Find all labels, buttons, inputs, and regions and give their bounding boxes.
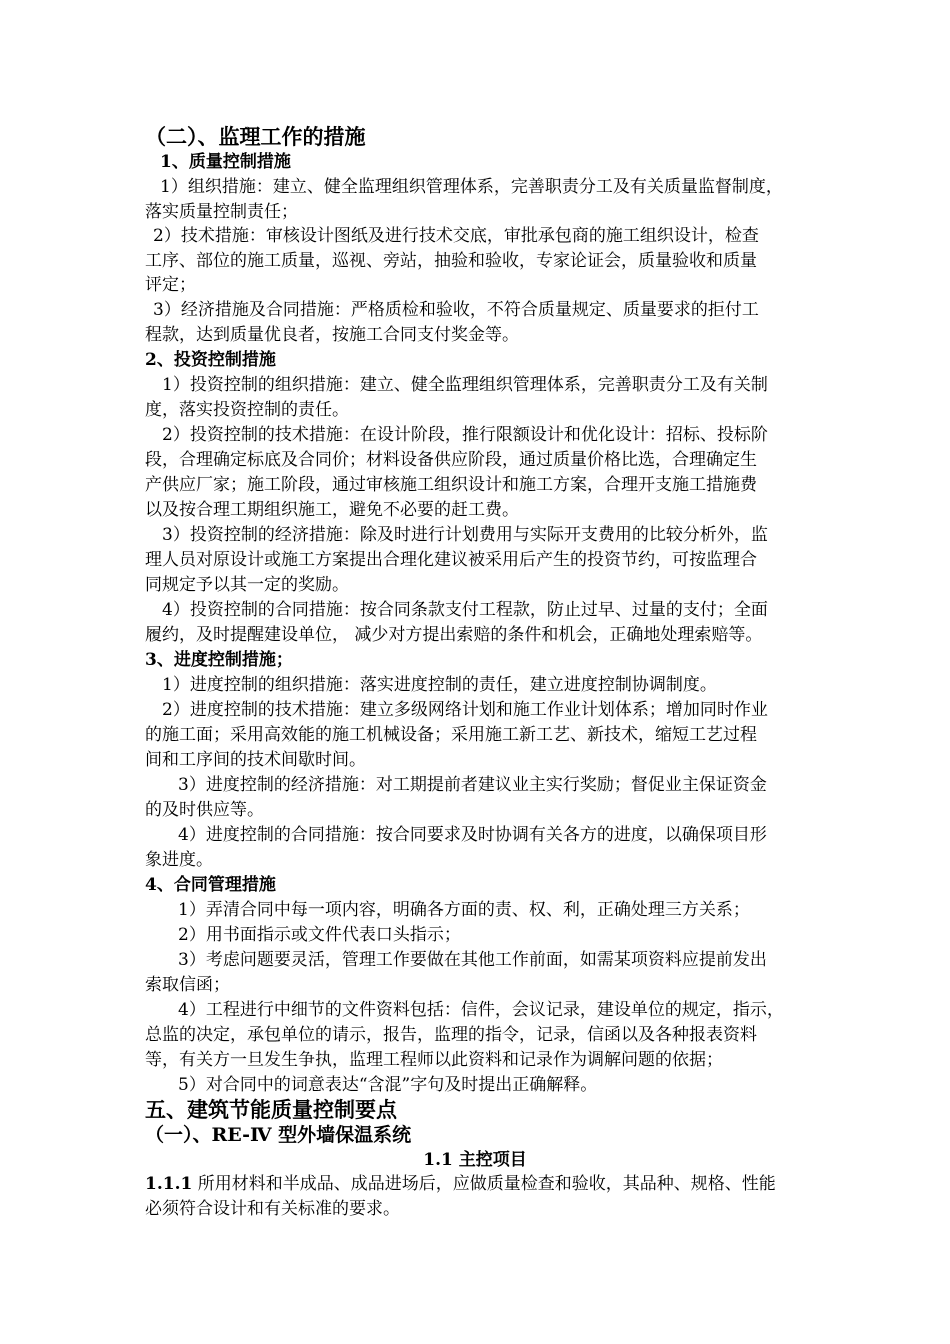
schedule-control-heading: 3、进度控制措施； [145,650,293,670]
clause-line [145,1173,776,1195]
paragraph-line: 3）考虑问题要灵活，管理工作要做在其他工作前面，如需某项资料应提前发出 [178,950,767,970]
paragraph-line: 度，落实投资控制的责任。 [145,400,349,420]
paragraph-line: 程款，达到质量优良者，按施工合同支付奖金等。 [145,325,519,345]
contract-management-heading: 4、合同管理措施 [145,875,276,895]
paragraph-line: 总监的决定，承包单位的请示，报告，监理的指令，记录，信函以及各种报表资料 [145,1025,757,1045]
paragraph-line: 2）技术措施：审核设计图纸及进行技术交底，审批承包商的施工组织设计，检查 [153,226,759,246]
paragraph-line: 的施工面；采用高效能的施工机械设备；采用施工新工艺、新技术，缩短工艺过程 [145,725,757,745]
paragraph-line: 2）用书面指示或文件代表口头指示； [178,925,461,945]
clause-text: 所用材料和半成品、成品进场后，应做质量检查和验收，其品种、规格、性能 [192,1174,776,1194]
paragraph-line: 3）进度控制的经济措施：对工期提前者建议业主实行奖励；督促业主保证资金 [178,775,767,795]
paragraph-line: 同规定予以其一定的奖励。 [145,575,349,595]
paragraph-line: 工序、部位的施工质量，巡视、旁站，抽验和验收，专家论证会，质量验收和质量 [145,251,757,271]
investment-control-heading: 2、投资控制措施 [145,350,276,370]
insulation-system-heading: （一）、RE-Ⅳ 型外墙保温系统 [145,1124,412,1146]
paragraph-line: 产供应厂家；施工阶段，通过审核施工组织设计和施工方案，合理开支施工措施费 [145,475,757,495]
paragraph-line: 4）工程进行中细节的文件资料包括：信件，会议记录，建设单位的规定，指示， [178,1000,784,1020]
paragraph-line: 评定； [145,275,196,295]
main-control-items-heading: 1.1 主控项目 [423,1150,527,1170]
clause-number: 1.1.1 [145,1174,193,1194]
quality-control-heading: 1、质量控制措施 [160,152,291,172]
paragraph-line: 1）弄清合同中每一项内容，明确各方面的责、权、利，正确处理三方关系； [178,900,750,920]
paragraph-line: 等，有关方一旦发生争执，监理工程师以此资料和记录作为调解问题的依据； [145,1050,723,1070]
paragraph-line: 1）投资控制的组织措施：建立、健全监理组织管理体系，完善职责分工及有关制 [162,375,768,395]
paragraph-line: 以及按合理工期组织施工，避免不必要的赶工费。 [145,500,519,520]
paragraph-line: 3）经济措施及合同措施：严格质检和验收，不符合质量规定、质量要求的拒付工 [153,300,759,320]
paragraph-line: 2）进度控制的技术措施：建立多级网络计划和施工作业计划体系；增加同时作业 [162,700,768,720]
paragraph-line: 落实质量控制责任； [145,202,298,222]
section-heading-measures: （二）、监理工作的措施 [145,124,366,149]
paragraph-line: 1）进度控制的组织措施：落实进度控制的责任，建立进度控制协调制度。 [162,675,717,695]
paragraph-line: 2）投资控制的技术措施：在设计阶段，推行限额设计和优化设计：招标、投标阶 [162,425,768,445]
paragraph-line: 3）投资控制的经济措施：除及时进行计划费用与实际开支费用的比较分析外，监 [162,525,768,545]
paragraph-line: 的及时供应等。 [145,800,264,820]
paragraph-line: 5）对合同中的词意表达“含混”字句及时提出正确解释。 [178,1075,598,1095]
paragraph-line: 必须符合设计和有关标准的要求。 [145,1199,400,1219]
paragraph-line: 4）进度控制的合同措施：按合同要求及时协调有关各方的进度，以确保项目形 [178,825,767,845]
paragraph-line: 段，合理确定标底及合同价；材料设备供应阶段，通过质量价格比选，合理确定生 [145,450,757,470]
energy-saving-heading: 五、建筑节能质量控制要点 [145,1097,397,1122]
paragraph-line: 履约，及时提醒建设单位， 减少对方提出索赔的条件和机会，正确地处理索赔等。 [145,625,763,645]
paragraph-line: 索取信函； [145,975,230,995]
paragraph-line: 理人员对原设计或施工方案提出合理化建议被采用后产生的投资节约，可按监理合 [145,550,757,570]
paragraph-line: 4）投资控制的合同措施：按合同条款支付工程款，防止过早、过量的支付；全面 [162,600,768,620]
paragraph-line: 间和工序间的技术间歇时间。 [145,750,366,770]
paragraph-line: 1）组织措施：建立、健全监理组织管理体系，完善职责分工及有关质量监督制度， [160,177,783,197]
paragraph-line: 象进度。 [145,850,213,870]
